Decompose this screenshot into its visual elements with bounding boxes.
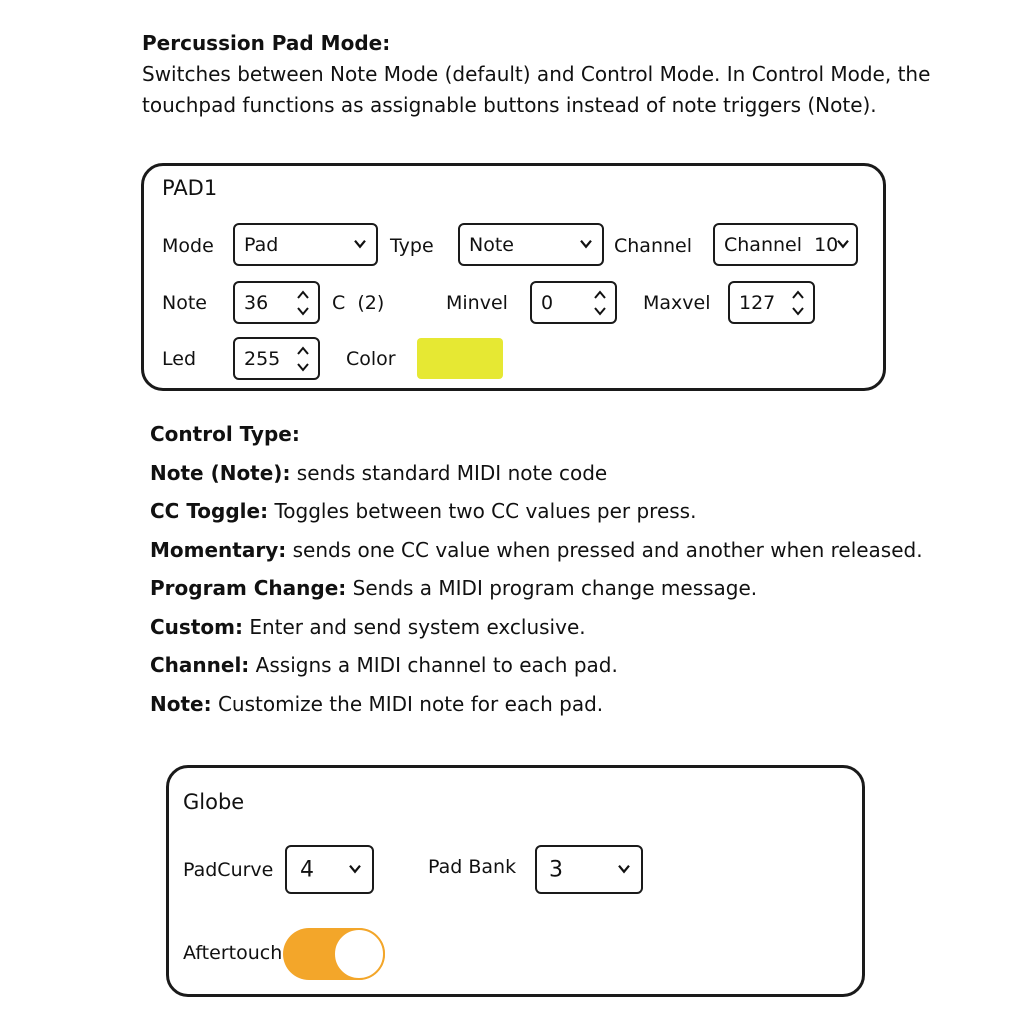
control-type-term: Note: — [150, 691, 212, 716]
control-type-section — [150, 420, 1010, 728]
stepper-arrows-icon[interactable] — [295, 343, 311, 375]
control-type-item — [150, 536, 1010, 575]
padbank-select-value: 3 — [549, 857, 563, 882]
maxvel-stepper[interactable] — [728, 281, 815, 324]
control-type-desc: Enter and send system exclusive. — [242, 614, 586, 639]
padcurve-label: PadCurve — [183, 859, 274, 881]
note-name-text: C (2) — [332, 292, 385, 314]
maxvel-stepper-value: 127 — [739, 291, 776, 314]
type-select[interactable] — [458, 223, 604, 266]
chevron-down-icon — [835, 235, 851, 251]
pad-card-title: PAD1 — [162, 176, 218, 200]
padbank-select[interactable] — [535, 845, 643, 894]
control-type-term: Program Change: — [150, 576, 347, 600]
control-type-desc: Customize the MIDI note for each pad. — [211, 691, 604, 716]
control-type-term: Note (Note): — [150, 460, 291, 485]
globe-settings-card — [166, 765, 865, 997]
mode-select-value: Pad — [244, 233, 279, 256]
control-type-item — [150, 574, 1010, 613]
control-type-desc: sends standard MIDI note code — [290, 460, 608, 485]
minvel-label: Minvel — [446, 292, 508, 314]
note-stepper-value: 36 — [244, 291, 269, 314]
led-stepper-value: 255 — [244, 347, 281, 370]
toggle-knob — [333, 928, 385, 980]
mode-select[interactable] — [233, 223, 378, 266]
color-label: Color — [346, 348, 396, 370]
control-type-item — [150, 459, 1010, 498]
aftertouch-label: Aftertouch — [183, 942, 283, 964]
chevron-down-icon — [347, 860, 363, 876]
led-label: Led — [162, 348, 197, 370]
control-type-item — [150, 690, 1010, 729]
channel-select-value: Channel 10 — [724, 233, 839, 256]
padcurve-select-value: 4 — [300, 857, 314, 882]
control-type-term: Custom: — [150, 614, 243, 639]
control-type-item — [150, 497, 1010, 536]
stepper-arrows-icon[interactable] — [295, 287, 311, 319]
type-label: Type — [390, 235, 434, 257]
note-label: Note — [162, 292, 207, 314]
control-type-heading: Control Type: — [150, 422, 300, 446]
minvel-stepper[interactable] — [530, 281, 617, 324]
aftertouch-toggle[interactable] — [283, 928, 385, 980]
control-type-desc: Sends a MIDI program change message. — [346, 576, 758, 600]
pad-settings-card — [141, 163, 886, 391]
control-type-term: Channel: — [150, 653, 250, 677]
padbank-label: Pad Bank — [428, 856, 517, 878]
type-select-value: Note — [469, 233, 514, 256]
control-type-item — [150, 651, 1010, 690]
chevron-down-icon — [616, 860, 632, 876]
globe-card-title: Globe — [183, 790, 245, 814]
led-stepper[interactable] — [233, 337, 320, 380]
padcurve-select[interactable] — [285, 845, 374, 894]
intro-heading: Percussion Pad Mode: — [142, 31, 391, 55]
chevron-down-icon — [352, 235, 368, 251]
intro-body: Switches between Note Mode (default) and Control Mode. In Control Mode, the touchpad functions as assignable buttons instead of note triggers (Note). — [142, 62, 931, 117]
channel-label: Channel — [614, 235, 693, 257]
control-type-desc: sends one CC value when pressed and another when released. — [286, 537, 923, 562]
control-type-item — [150, 613, 1010, 652]
stepper-arrows-icon[interactable] — [592, 287, 608, 319]
color-swatch[interactable] — [417, 338, 503, 379]
chevron-down-icon — [578, 235, 594, 251]
note-stepper[interactable] — [233, 281, 320, 324]
maxvel-label: Maxvel — [643, 292, 711, 314]
control-type-desc: Toggles between two CC values per press. — [268, 499, 697, 523]
stepper-arrows-icon[interactable] — [790, 287, 806, 319]
mode-label: Mode — [162, 235, 214, 257]
channel-select[interactable] — [713, 223, 858, 266]
control-type-term: Momentary: — [150, 537, 287, 562]
minvel-stepper-value: 0 — [541, 291, 554, 314]
control-type-term: CC Toggle: — [150, 499, 269, 523]
control-type-desc: Assigns a MIDI channel to each pad. — [249, 653, 618, 677]
intro-section — [142, 28, 942, 121]
